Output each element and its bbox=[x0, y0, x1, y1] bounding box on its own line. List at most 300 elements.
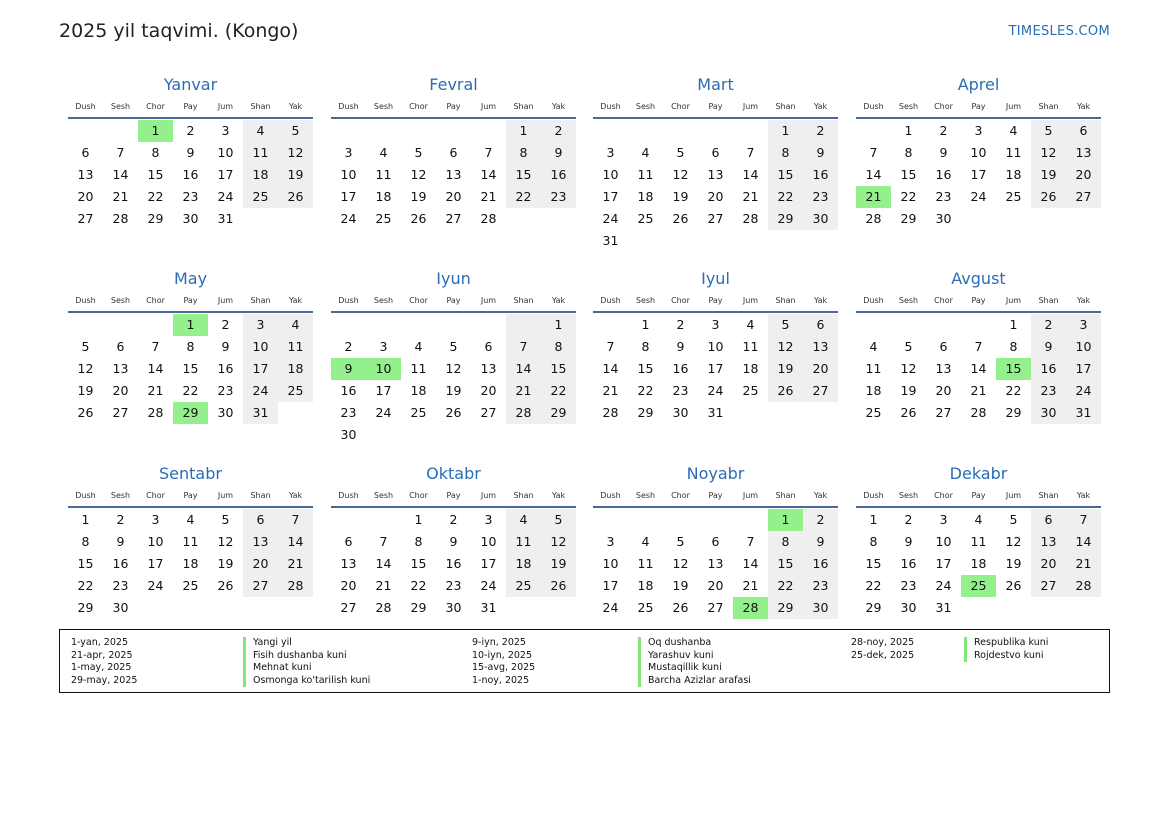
empty-cell bbox=[733, 402, 768, 424]
weekday-label: Sesh bbox=[635, 102, 656, 111]
day-cell: 28 bbox=[970, 405, 987, 420]
day-cell: 5 bbox=[81, 339, 90, 354]
day-cell: 25 bbox=[637, 211, 654, 226]
legend-row bbox=[851, 637, 1111, 650]
day-cell: 5 bbox=[1031, 120, 1066, 142]
empty-cell bbox=[733, 509, 768, 531]
day-cell: 6 bbox=[711, 145, 720, 160]
day-cell: 20 bbox=[340, 578, 357, 593]
day-cell: 1 bbox=[768, 120, 803, 142]
day-cell: 14 bbox=[742, 556, 759, 571]
empty-cell bbox=[891, 314, 926, 336]
legend-row bbox=[71, 674, 371, 688]
day-cell: 21 bbox=[602, 383, 619, 398]
day-cell: 11 bbox=[865, 361, 882, 376]
weekday-label: Dush bbox=[75, 296, 96, 305]
day-cell: 12 bbox=[541, 531, 576, 553]
day-cell: 7 bbox=[746, 534, 755, 549]
empty-cell bbox=[68, 314, 103, 336]
day-cell: 18 bbox=[1005, 167, 1022, 182]
day-grid bbox=[593, 508, 838, 619]
empty-cell bbox=[593, 509, 628, 531]
day-cell: 28 bbox=[480, 211, 497, 226]
day-cell: 30 bbox=[935, 211, 952, 226]
day-cell: 23 bbox=[541, 186, 576, 208]
weekday-label: Sesh bbox=[373, 296, 394, 305]
day-cell: 13 bbox=[77, 167, 94, 182]
day-cell: 1 bbox=[641, 317, 650, 332]
day-cell: 17 bbox=[970, 167, 987, 182]
day-cell: 21 bbox=[278, 553, 313, 575]
day-cell: 30 bbox=[445, 600, 462, 615]
empty-cell bbox=[698, 230, 733, 252]
weekday-label: Pay bbox=[971, 296, 986, 305]
weekday-label: Sesh bbox=[635, 491, 656, 500]
legend-row bbox=[472, 662, 732, 675]
day-cell: 29 bbox=[147, 211, 164, 226]
holiday-day: 21 bbox=[856, 186, 891, 208]
weekday-label: Dush bbox=[863, 491, 884, 500]
day-cell: 14 bbox=[742, 167, 759, 182]
day-cell: 13 bbox=[480, 361, 497, 376]
weekday-label: Chor bbox=[146, 296, 165, 305]
day-cell: 9 bbox=[803, 142, 838, 164]
day-cell: 12 bbox=[278, 142, 313, 164]
holiday-day: 1 bbox=[173, 314, 208, 336]
day-cell: 30 bbox=[217, 405, 234, 420]
holiday-date: 28-noy, 2025 bbox=[851, 637, 915, 648]
weekday-label: Dush bbox=[600, 102, 621, 111]
day-cell: 25 bbox=[278, 380, 313, 402]
day-cell: 27 bbox=[1031, 575, 1066, 597]
empty-cell bbox=[628, 120, 663, 142]
day-cell: 2 bbox=[449, 512, 458, 527]
holiday-date: 29-may, 2025 bbox=[71, 674, 138, 686]
day-cell: 31 bbox=[602, 233, 619, 248]
weekday-header bbox=[856, 100, 1101, 114]
weekday-label: Chor bbox=[146, 102, 165, 111]
weekday-label: Pay bbox=[183, 102, 198, 111]
day-cell: 21 bbox=[970, 383, 987, 398]
day-cell: 20 bbox=[243, 553, 278, 575]
month-name: Iyul bbox=[701, 269, 730, 288]
day-cell: 16 bbox=[340, 383, 357, 398]
day-cell: 7 bbox=[379, 534, 388, 549]
day-cell: 9 bbox=[676, 339, 685, 354]
weekday-label: Yak bbox=[551, 491, 566, 500]
day-cell: 11 bbox=[182, 534, 199, 549]
weekday-label: Chor bbox=[409, 491, 428, 500]
day-cell: 24 bbox=[243, 380, 278, 402]
weekday-label: Jum bbox=[742, 491, 759, 500]
holiday-name: Rojdestvo kuni bbox=[964, 650, 1044, 663]
holiday-date: 9-iyn, 2025 bbox=[472, 637, 526, 648]
day-cell: 13 bbox=[707, 556, 724, 571]
month-fevral bbox=[331, 74, 576, 230]
holiday-date: 1-noy, 2025 bbox=[472, 674, 530, 686]
day-cell: 30 bbox=[803, 597, 838, 619]
day-cell: 16 bbox=[672, 361, 689, 376]
day-cell: 4 bbox=[869, 339, 878, 354]
day-cell: 16 bbox=[182, 167, 199, 182]
day-cell: 22 bbox=[410, 578, 427, 593]
day-cell: 26 bbox=[410, 211, 427, 226]
empty-cell bbox=[138, 314, 173, 336]
day-cell: 21 bbox=[480, 189, 497, 204]
empty-cell bbox=[698, 120, 733, 142]
day-cell: 4 bbox=[278, 314, 313, 336]
holiday-day: 10 bbox=[366, 358, 401, 380]
empty-cell bbox=[331, 120, 366, 142]
day-cell: 11 bbox=[410, 361, 427, 376]
weekday-label: Shan bbox=[513, 491, 534, 500]
day-cell: 11 bbox=[1005, 145, 1022, 160]
day-cell: 5 bbox=[676, 534, 685, 549]
day-cell: 5 bbox=[541, 509, 576, 531]
month-yanvar bbox=[68, 74, 313, 230]
empty-cell bbox=[436, 424, 471, 446]
day-cell: 24 bbox=[375, 405, 392, 420]
day-cell: 29 bbox=[900, 211, 917, 226]
weekday-header bbox=[593, 100, 838, 114]
day-cell: 10 bbox=[602, 167, 619, 182]
holiday-name: Mehnat kuni bbox=[243, 662, 312, 675]
legend-row bbox=[472, 650, 732, 663]
day-cell: 23 bbox=[672, 383, 689, 398]
day-cell: 25 bbox=[1005, 189, 1022, 204]
empty-cell bbox=[961, 208, 996, 230]
day-cell: 22 bbox=[900, 189, 917, 204]
month-name: Mart bbox=[697, 75, 734, 94]
day-cell: 10 bbox=[602, 556, 619, 571]
day-cell: 5 bbox=[1009, 512, 1018, 527]
day-cell: 25 bbox=[375, 211, 392, 226]
day-cell: 20 bbox=[77, 189, 94, 204]
day-cell: 16 bbox=[900, 556, 917, 571]
holiday-day: 9 bbox=[331, 358, 366, 380]
day-cell: 21 bbox=[112, 189, 129, 204]
weekday-label: Pay bbox=[183, 491, 198, 500]
weekday-label: Dush bbox=[600, 296, 621, 305]
day-cell: 3 bbox=[344, 145, 353, 160]
day-cell: 23 bbox=[1031, 380, 1066, 402]
day-cell: 9 bbox=[449, 534, 458, 549]
day-cell: 15 bbox=[182, 361, 199, 376]
day-cell: 3 bbox=[1066, 314, 1101, 336]
day-cell: 24 bbox=[935, 578, 952, 593]
day-cell: 29 bbox=[768, 597, 803, 619]
day-grid bbox=[331, 313, 576, 446]
day-cell: 6 bbox=[803, 314, 838, 336]
day-cell: 26 bbox=[541, 575, 576, 597]
empty-cell bbox=[366, 424, 401, 446]
day-cell: 31 bbox=[217, 211, 234, 226]
day-cell: 24 bbox=[707, 383, 724, 398]
day-cell: 2 bbox=[676, 317, 685, 332]
day-cell: 30 bbox=[340, 427, 357, 442]
day-cell: 6 bbox=[449, 145, 458, 160]
day-cell: 4 bbox=[186, 512, 195, 527]
month-avgust bbox=[856, 268, 1101, 424]
day-cell: 11 bbox=[637, 556, 654, 571]
day-cell: 27 bbox=[445, 211, 462, 226]
holiday-name: Oq dushanba bbox=[638, 637, 711, 650]
day-cell: 22 bbox=[147, 189, 164, 204]
day-cell: 26 bbox=[1031, 186, 1066, 208]
weekday-label: Yak bbox=[551, 102, 566, 111]
empty-cell bbox=[698, 509, 733, 531]
weekday-label: Pay bbox=[708, 102, 723, 111]
day-cell: 14 bbox=[970, 361, 987, 376]
day-cell: 5 bbox=[676, 145, 685, 160]
day-cell: 23 bbox=[217, 383, 234, 398]
empty-cell bbox=[768, 402, 803, 424]
day-cell: 2 bbox=[803, 120, 838, 142]
day-cell: 17 bbox=[1066, 358, 1101, 380]
day-cell: 7 bbox=[506, 336, 541, 358]
day-cell: 22 bbox=[541, 380, 576, 402]
empty-cell bbox=[628, 509, 663, 531]
weekday-label: Chor bbox=[934, 102, 953, 111]
weekday-label: Chor bbox=[409, 296, 428, 305]
holiday-date: 1-yan, 2025 bbox=[71, 637, 128, 648]
day-cell: 1 bbox=[81, 512, 90, 527]
day-cell: 6 bbox=[81, 145, 90, 160]
weekday-label: Dush bbox=[863, 102, 884, 111]
day-cell: 28 bbox=[865, 211, 882, 226]
day-grid bbox=[593, 313, 838, 424]
day-cell: 12 bbox=[1031, 142, 1066, 164]
day-cell: 9 bbox=[1031, 336, 1066, 358]
weekday-header bbox=[68, 294, 313, 308]
day-cell: 27 bbox=[480, 405, 497, 420]
day-cell: 8 bbox=[768, 531, 803, 553]
day-grid bbox=[331, 119, 576, 230]
weekday-label: Dush bbox=[338, 102, 359, 111]
day-cell: 12 bbox=[410, 167, 427, 182]
day-cell: 8 bbox=[1009, 339, 1018, 354]
day-cell: 4 bbox=[746, 317, 755, 332]
weekday-label: Sesh bbox=[373, 102, 394, 111]
empty-cell bbox=[208, 597, 243, 619]
day-cell: 4 bbox=[974, 512, 983, 527]
weekday-header bbox=[331, 100, 576, 114]
weekday-label: Yak bbox=[1076, 102, 1091, 111]
weekday-label: Shan bbox=[1038, 102, 1059, 111]
holiday-date: 10-iyn, 2025 bbox=[472, 649, 533, 661]
day-cell: 23 bbox=[803, 186, 838, 208]
day-cell: 18 bbox=[375, 189, 392, 204]
day-cell: 25 bbox=[410, 405, 427, 420]
day-grid bbox=[68, 119, 313, 230]
empty-cell bbox=[961, 597, 996, 619]
holiday-date: 21-apr, 2025 bbox=[71, 649, 133, 661]
day-cell: 27 bbox=[803, 380, 838, 402]
weekday-label: Jum bbox=[217, 491, 234, 500]
empty-cell bbox=[243, 208, 278, 230]
brand-link[interactable]: TIMESLES.COM bbox=[1008, 24, 1110, 39]
empty-cell bbox=[1031, 597, 1066, 619]
day-cell: 1 bbox=[904, 123, 913, 138]
day-cell: 26 bbox=[672, 600, 689, 615]
month-dekabr bbox=[856, 463, 1101, 619]
day-cell: 28 bbox=[375, 600, 392, 615]
day-cell: 15 bbox=[77, 556, 94, 571]
day-cell: 27 bbox=[935, 405, 952, 420]
month-sentabr bbox=[68, 463, 313, 619]
day-cell: 16 bbox=[803, 553, 838, 575]
day-cell: 13 bbox=[112, 361, 129, 376]
weekday-label: Jum bbox=[480, 296, 497, 305]
day-cell: 21 bbox=[506, 380, 541, 402]
day-cell: 28 bbox=[112, 211, 129, 226]
empty-cell bbox=[138, 597, 173, 619]
legend-column bbox=[472, 637, 751, 687]
day-cell: 22 bbox=[637, 383, 654, 398]
weekday-label: Shan bbox=[250, 102, 271, 111]
weekday-label: Shan bbox=[1038, 491, 1059, 500]
empty-cell bbox=[768, 230, 803, 252]
day-cell: 2 bbox=[904, 512, 913, 527]
day-cell: 5 bbox=[278, 120, 313, 142]
day-grid bbox=[68, 313, 313, 424]
empty-cell bbox=[103, 314, 138, 336]
day-cell: 13 bbox=[935, 361, 952, 376]
holiday-day: 25 bbox=[961, 575, 996, 597]
day-cell: 18 bbox=[637, 578, 654, 593]
day-cell: 4 bbox=[414, 339, 423, 354]
day-cell: 15 bbox=[637, 361, 654, 376]
empty-cell bbox=[628, 230, 663, 252]
day-cell: 17 bbox=[602, 578, 619, 593]
weekday-label: Yak bbox=[813, 296, 828, 305]
day-cell: 28 bbox=[1066, 575, 1101, 597]
day-cell: 18 bbox=[278, 358, 313, 380]
empty-cell bbox=[506, 314, 541, 336]
day-cell: 28 bbox=[602, 405, 619, 420]
weekday-label: Sesh bbox=[635, 296, 656, 305]
day-cell: 20 bbox=[1031, 553, 1066, 575]
day-cell: 25 bbox=[506, 575, 541, 597]
day-cell: 15 bbox=[900, 167, 917, 182]
day-cell: 30 bbox=[900, 600, 917, 615]
holiday-day: 1 bbox=[768, 509, 803, 531]
day-cell: 18 bbox=[637, 189, 654, 204]
weekday-label: Yak bbox=[1076, 296, 1091, 305]
empty-cell bbox=[436, 314, 471, 336]
day-cell: 27 bbox=[243, 575, 278, 597]
weekday-label: Pay bbox=[446, 102, 461, 111]
day-cell: 21 bbox=[1066, 553, 1101, 575]
day-cell: 2 bbox=[803, 509, 838, 531]
weekday-label: Sesh bbox=[898, 296, 919, 305]
day-cell: 14 bbox=[147, 361, 164, 376]
empty-cell bbox=[331, 314, 366, 336]
weekday-label: Jum bbox=[1005, 296, 1022, 305]
day-cell: 12 bbox=[1005, 534, 1022, 549]
weekday-header bbox=[68, 100, 313, 114]
day-cell: 19 bbox=[278, 164, 313, 186]
day-cell: 22 bbox=[1005, 383, 1022, 398]
day-cell: 24 bbox=[602, 600, 619, 615]
empty-cell bbox=[856, 314, 891, 336]
holiday-date: 15-avg, 2025 bbox=[472, 662, 536, 673]
holiday-day: 1 bbox=[138, 120, 173, 142]
day-cell: 2 bbox=[221, 317, 230, 332]
holiday-date: 25-dek, 2025 bbox=[851, 649, 915, 661]
day-cell: 13 bbox=[707, 167, 724, 182]
day-cell: 29 bbox=[410, 600, 427, 615]
day-cell: 24 bbox=[970, 189, 987, 204]
day-cell: 1 bbox=[1009, 317, 1018, 332]
day-cell: 23 bbox=[112, 578, 129, 593]
day-cell: 21 bbox=[742, 578, 759, 593]
day-cell: 23 bbox=[182, 189, 199, 204]
day-cell: 8 bbox=[904, 145, 913, 160]
day-cell: 8 bbox=[81, 534, 90, 549]
day-cell: 9 bbox=[116, 534, 125, 549]
empty-cell bbox=[856, 120, 891, 142]
day-cell: 4 bbox=[641, 145, 650, 160]
day-cell: 11 bbox=[375, 167, 392, 182]
weekday-label: Jum bbox=[742, 102, 759, 111]
day-cell: 18 bbox=[742, 361, 759, 376]
empty-cell bbox=[506, 208, 541, 230]
day-cell: 9 bbox=[803, 531, 838, 553]
day-cell: 10 bbox=[480, 534, 497, 549]
day-cell: 10 bbox=[935, 534, 952, 549]
day-cell: 22 bbox=[768, 575, 803, 597]
legend-row bbox=[472, 637, 732, 650]
holiday-name: Fisih dushanba kuni bbox=[243, 650, 347, 663]
day-cell: 25 bbox=[243, 186, 278, 208]
day-cell: 9 bbox=[939, 145, 948, 160]
day-cell: 23 bbox=[803, 575, 838, 597]
month-may bbox=[68, 268, 313, 424]
day-cell: 15 bbox=[506, 164, 541, 186]
day-grid bbox=[593, 119, 838, 252]
weekday-label: Chor bbox=[671, 491, 690, 500]
day-cell: 19 bbox=[672, 578, 689, 593]
day-cell: 29 bbox=[1005, 405, 1022, 420]
weekday-label: Jum bbox=[217, 102, 234, 111]
day-cell: 20 bbox=[1066, 164, 1101, 186]
day-cell: 14 bbox=[375, 556, 392, 571]
day-cell: 8 bbox=[186, 339, 195, 354]
day-cell: 25 bbox=[637, 600, 654, 615]
day-cell: 7 bbox=[746, 145, 755, 160]
weekday-header bbox=[331, 489, 576, 503]
day-cell: 29 bbox=[768, 208, 803, 230]
day-cell: 24 bbox=[340, 211, 357, 226]
day-cell: 6 bbox=[116, 339, 125, 354]
day-cell: 30 bbox=[803, 208, 838, 230]
weekday-label: Jum bbox=[1005, 102, 1022, 111]
day-cell: 26 bbox=[672, 211, 689, 226]
weekday-label: Dush bbox=[863, 296, 884, 305]
weekday-label: Shan bbox=[513, 296, 534, 305]
weekday-label: Yak bbox=[813, 491, 828, 500]
day-cell: 9 bbox=[904, 534, 913, 549]
empty-cell bbox=[663, 230, 698, 252]
day-cell: 20 bbox=[935, 383, 952, 398]
day-cell: 31 bbox=[1066, 402, 1101, 424]
month-iyul bbox=[593, 268, 838, 424]
day-cell: 1 bbox=[869, 512, 878, 527]
day-cell: 10 bbox=[970, 145, 987, 160]
day-cell: 23 bbox=[935, 189, 952, 204]
day-cell: 11 bbox=[742, 339, 759, 354]
